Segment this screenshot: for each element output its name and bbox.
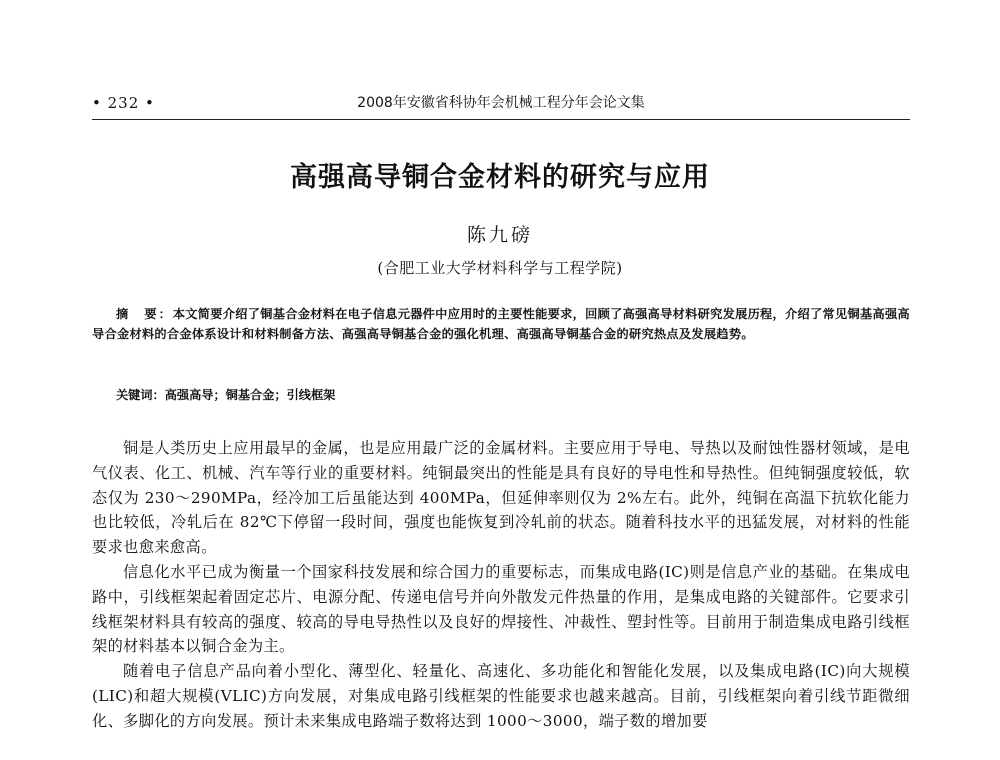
- keywords-label: 关键词：: [116, 388, 165, 402]
- paper-title: 高强高导铜合金材料的研究与应用: [290, 162, 710, 193]
- journal-title: 2008年安徽省科协年会机械工程分年会论文集: [357, 95, 645, 111]
- page-number: • 232 •: [92, 94, 155, 112]
- body-paragraph: 铜是人类历史上应用最早的金属，也是应用最广泛的金属材料。主要应用于导电、导热以及耐蚀性器材领域，是电气仪表、化工、机械、汽车等行业的重要材料。纯铜最突出的性能是具有良好的导电性和导热性。但纯铜强度较低，软态仅为 230～290MPa，经冷加工后虽能达到 400MPa，但延伸率则仅为 2%左右。此外，纯铜在高温下抗软化能力也比较低，冷轧后在 82℃下停留一段时间，强度也能恢复到冷轧前的状态。随着科技水平的迅猛发展，对材料的性能要求也愈来愈高。: [92, 439, 910, 557]
- body-text: [92, 436, 910, 734]
- author-affiliation: (合肥工业大学材料科学与工程学院): [377, 259, 623, 277]
- abstract-label: 摘 要：: [116, 307, 173, 321]
- header-divider: [92, 119, 910, 120]
- keywords-text: 高强高导；铜基合金；引线框架: [164, 388, 336, 402]
- author-name: 陈九磅: [466, 224, 533, 246]
- abstract-text: 本文简要介绍了铜基合金材料在电子信息元器件中应用时的主要性能要求，回顾了高强高导材料研究发展历程，介绍了常见铜基高强高导合金材料的合金体系设计和材料制备方法、高强高导铜基合金的强化机理、高强高导铜基合金的研究热点及发展趋势。: [92, 307, 910, 341]
- body-paragraph: 随着电子信息产品向着小型化、薄型化、轻量化、高速化、多功能化和智能化发展，以及集成电路(IC)向大规模(LIC)和超大规模(VLIC)方向发展，对集成电路引线框架的性能要求也越来越高。目前，引线框架向着引线节距微细化、多脚化的方向发展。预计未来集成电路端子数将达到 1000～3000，端子数的增加要: [92, 662, 910, 730]
- abstract: [92, 304, 910, 344]
- keywords: [116, 385, 910, 405]
- running-header: [92, 92, 910, 116]
- body-paragraph: 信息化水平已成为衡量一个国家科技发展和综合国力的重要标志，而集成电路(IC)则是信息产业的基础。在集成电路中，引线框架起着固定芯片、电源分配、传递电信号并向外散发元件热量的作用，是集成电路的关键部件。它要求引线框架材料具有较高的强度、较高的导电导热性以及良好的焊接性、冲裁性、塑封性等。目前用于制造集成电路引线框架的材料基本以铜合金为主。: [92, 562, 910, 656]
